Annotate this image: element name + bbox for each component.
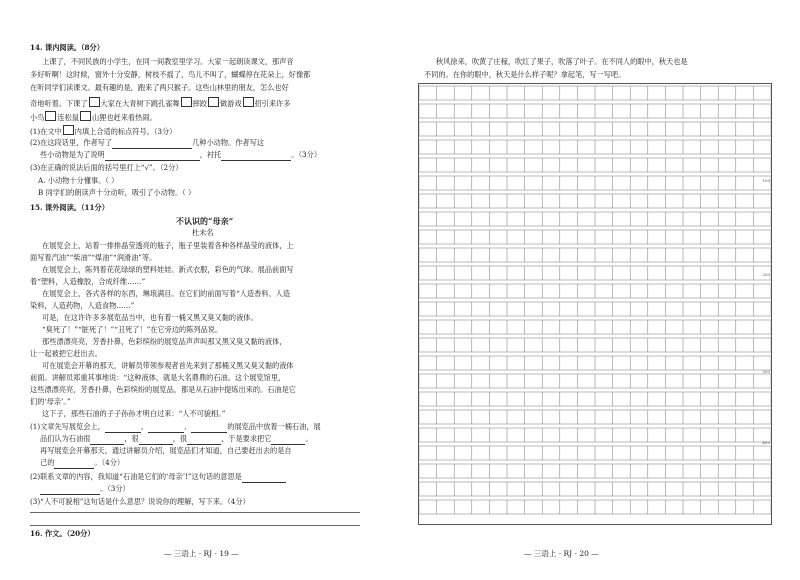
question-text: ，很 [172,434,188,443]
question-text: 的展览品中放着一桶石油，展 [227,422,321,431]
answer-line[interactable] [30,525,360,526]
answer-blank[interactable] [105,150,200,161]
q15-passage-line: 可是，在这许许多多展览品当中，也有着一桶又黑又臭又黏的液体。 [42,313,258,322]
question-text: 品们认为石油很 [40,434,91,443]
grid-lines [419,84,771,524]
word-count-mark: 400 [762,440,770,445]
q15-passage-line: 在展览会上，站着一排排晶莹透亮的瓶子，瓶子里装着各种各样晶莹的液体，上 [42,241,294,250]
answer-line[interactable] [30,512,360,513]
punctuation-box[interactable] [63,125,74,135]
page-number-footer: — 三语上 · RJ · 20 — [524,549,599,558]
q15-passage-line: “臭死了！”“脏死了！”“丑死了！”在它旁边的陈列品说。 [42,325,223,334]
q15-passage-line: 面写着汽油”“柴油”“煤油”“润滑油”等。 [30,253,157,262]
q15-passage-line: 在展览会上，各式各样的东西，琳琅满目。在它们的前面写着“人造香料、人造 [42,289,291,298]
answer-blank[interactable] [148,422,184,433]
composition-prompt-line: 秋风徐来，吹黄了庄稼，吹红了果子，吹落了叶子。在不同人的眼中，秋天也是 [436,57,688,66]
q15-header: 15. 课外阅读。（11分） [30,203,109,212]
question-text: ，很 [124,434,139,443]
answer-blank[interactable] [90,434,124,445]
answer-blank[interactable] [271,434,305,445]
q14-option-a[interactable]: A. 小动物十分懂事。（ ） [38,176,119,185]
q14-question-3: (3)在正确的说法后面的括号里打上“√”。（2分） [30,163,183,172]
q15-question-2-cont [40,484,130,495]
q14-passage-line: 上课了，不同民族的小学生，在同一间教室里学习。大家一起朗读课文，那声音 [42,57,294,66]
q14-question-1 [30,125,176,137]
answer-blank[interactable] [221,150,291,161]
q15-passage-line: 那些漂漂亮亮，芳香扑鼻，色彩缤纷的展览品声声叫那又黑又臭又黏的液体， [42,337,287,346]
q15-passage-line: 这些漂漂亮亮，芳香扑鼻，色彩缤纷的展览品，都是从石油中提炼出来的。石油是它 [30,385,296,394]
answer-blank[interactable] [112,138,192,149]
q15-title: 不认识的“母亲” [176,216,234,226]
q15-passage-line: 在展览会上，陈列着花花绿绿的塑料娃娃、新式衣服，彩色的气球。展品前面写 [42,265,294,274]
q15-author: 杜未名 [192,228,214,237]
passage-fragment: 山狸也赶来看热闹。 [91,113,157,122]
passage-fragment: 摔跤 [192,99,207,108]
q15-passage-line: 着“塑料，人造橡胶，合成纤维……” [30,277,146,286]
question-text: 、 [140,422,149,431]
passage-fragment: 做游戏 [219,99,242,108]
question-text: 、 [184,422,192,431]
punctuation-box[interactable] [80,111,91,121]
punctuation-box[interactable] [89,97,100,107]
q14-option-b[interactable]: B 同学们的朗读声十分动听，吸引了小动物。（ ） [38,188,196,197]
q14-passage-line: 多好听啊！这时候，窗外十分安静，树枝不摇了，鸟儿不叫了，蝴蝶停在花朵上，好像都 [30,70,311,79]
answer-blank[interactable] [105,422,141,433]
q15-question-1-cont: 再写展览会开幕那天，通过讲解员介绍，展览品们才知道，自己要赶出去的是自 [40,446,292,455]
punctuation-box[interactable] [45,111,56,121]
question-text: 些小动物是为了说明 [40,150,105,159]
q15-question-1 [30,422,321,433]
q14-header: 14. 课内阅读。（8分） [30,43,104,52]
question-text: ，于是要求把它 [221,434,272,443]
word-count-mark: 100 [762,178,770,183]
question-text: 。（3分） [291,150,322,159]
answer-blank[interactable] [139,434,173,445]
question-text: 几种小动物。作者写这 [192,138,264,147]
question-text: 。（4分） [94,458,125,467]
word-count-mark: 300 [762,369,770,374]
q15-question-3: (3)“人不可貌相”这句话是什么意思？说说你的理解，写下来。（4分） [30,497,250,506]
q14-question-2 [30,138,264,149]
passage-fragment: 小鸟 [30,113,45,122]
word-count-mark: 200 [762,272,770,277]
q14-passage-line: 在听同学们读课文。最有趣的是，跑来了两只猴子。这些山林里的朋友，怎么也好 [30,83,289,92]
q15-question-1-cont [40,458,124,469]
answer-blank[interactable] [242,472,286,483]
q15-passage-line: 染料，人造药物，人造食物……” [30,301,135,310]
q14-passage-line [30,111,157,123]
question-text: 。 [305,434,313,443]
q15-passage-line: 这下子，那些石油的子子孙孙才明白过来：“人不可貌相。” [42,409,226,418]
punctuation-box[interactable] [243,97,254,107]
q14-passage-line [30,97,291,109]
question-text: (1)文章先写展览会上， [30,422,105,431]
q15-question-1-cont [40,434,313,445]
passage-fragment: 招引来许多 [254,99,291,108]
question-text: ，衬托 [199,150,222,159]
passage-fragment: 连松鼠 [57,113,79,122]
question-text: (1)在文中 [30,127,62,136]
question-text: (2)联系文章的内容，我知道“石油是它们的‘母亲’!”这句话的意思是 [30,472,242,481]
q15-passage-line: 可在展览会开幕的那天，讲解员带领参观者首先来到了那桶又黑又臭又黏的液体 [42,361,294,370]
answer-blank[interactable] [191,422,227,433]
punctuation-box[interactable] [181,97,192,107]
q16-header: 16. 作文。（20分） [30,529,95,538]
passage-fragment: 大家在大青树下跳孔雀舞 [100,99,180,108]
page-number-footer: — 三语上 · RJ · 19 — [164,549,239,558]
q15-passage-line: 让一起被把它赶出去。 [30,349,102,358]
question-text: (2)在这段话里，作者写了 [30,138,113,147]
answer-blank[interactable] [40,484,100,495]
composition-grid[interactable] [418,83,772,525]
answer-blank[interactable] [54,458,94,469]
question-text: 己的 [40,458,55,467]
right-page [400,0,800,580]
composition-prompt-line: 不同的。在你的眼中，秋天是什么样子呢？拿起笔，写一写吧。 [424,70,626,79]
question-text: 。（3分） [100,484,130,493]
answer-blank[interactable] [187,434,221,445]
question-text: 内填上合适的标点符号。（3分） [74,127,177,136]
q14-question-2-cont [40,150,321,161]
q15-question-2 [30,472,286,483]
q15-passage-line: 前面。讲解员郑重其事地说：“这种液体，就是大名鼎鼎的石油。这个展览馆里， [30,373,286,382]
q15-passage-line: 们的‘母亲’。” [30,397,71,406]
punctuation-box[interactable] [208,97,219,107]
passage-fragment: 奇地听着。下课了 [30,99,88,108]
